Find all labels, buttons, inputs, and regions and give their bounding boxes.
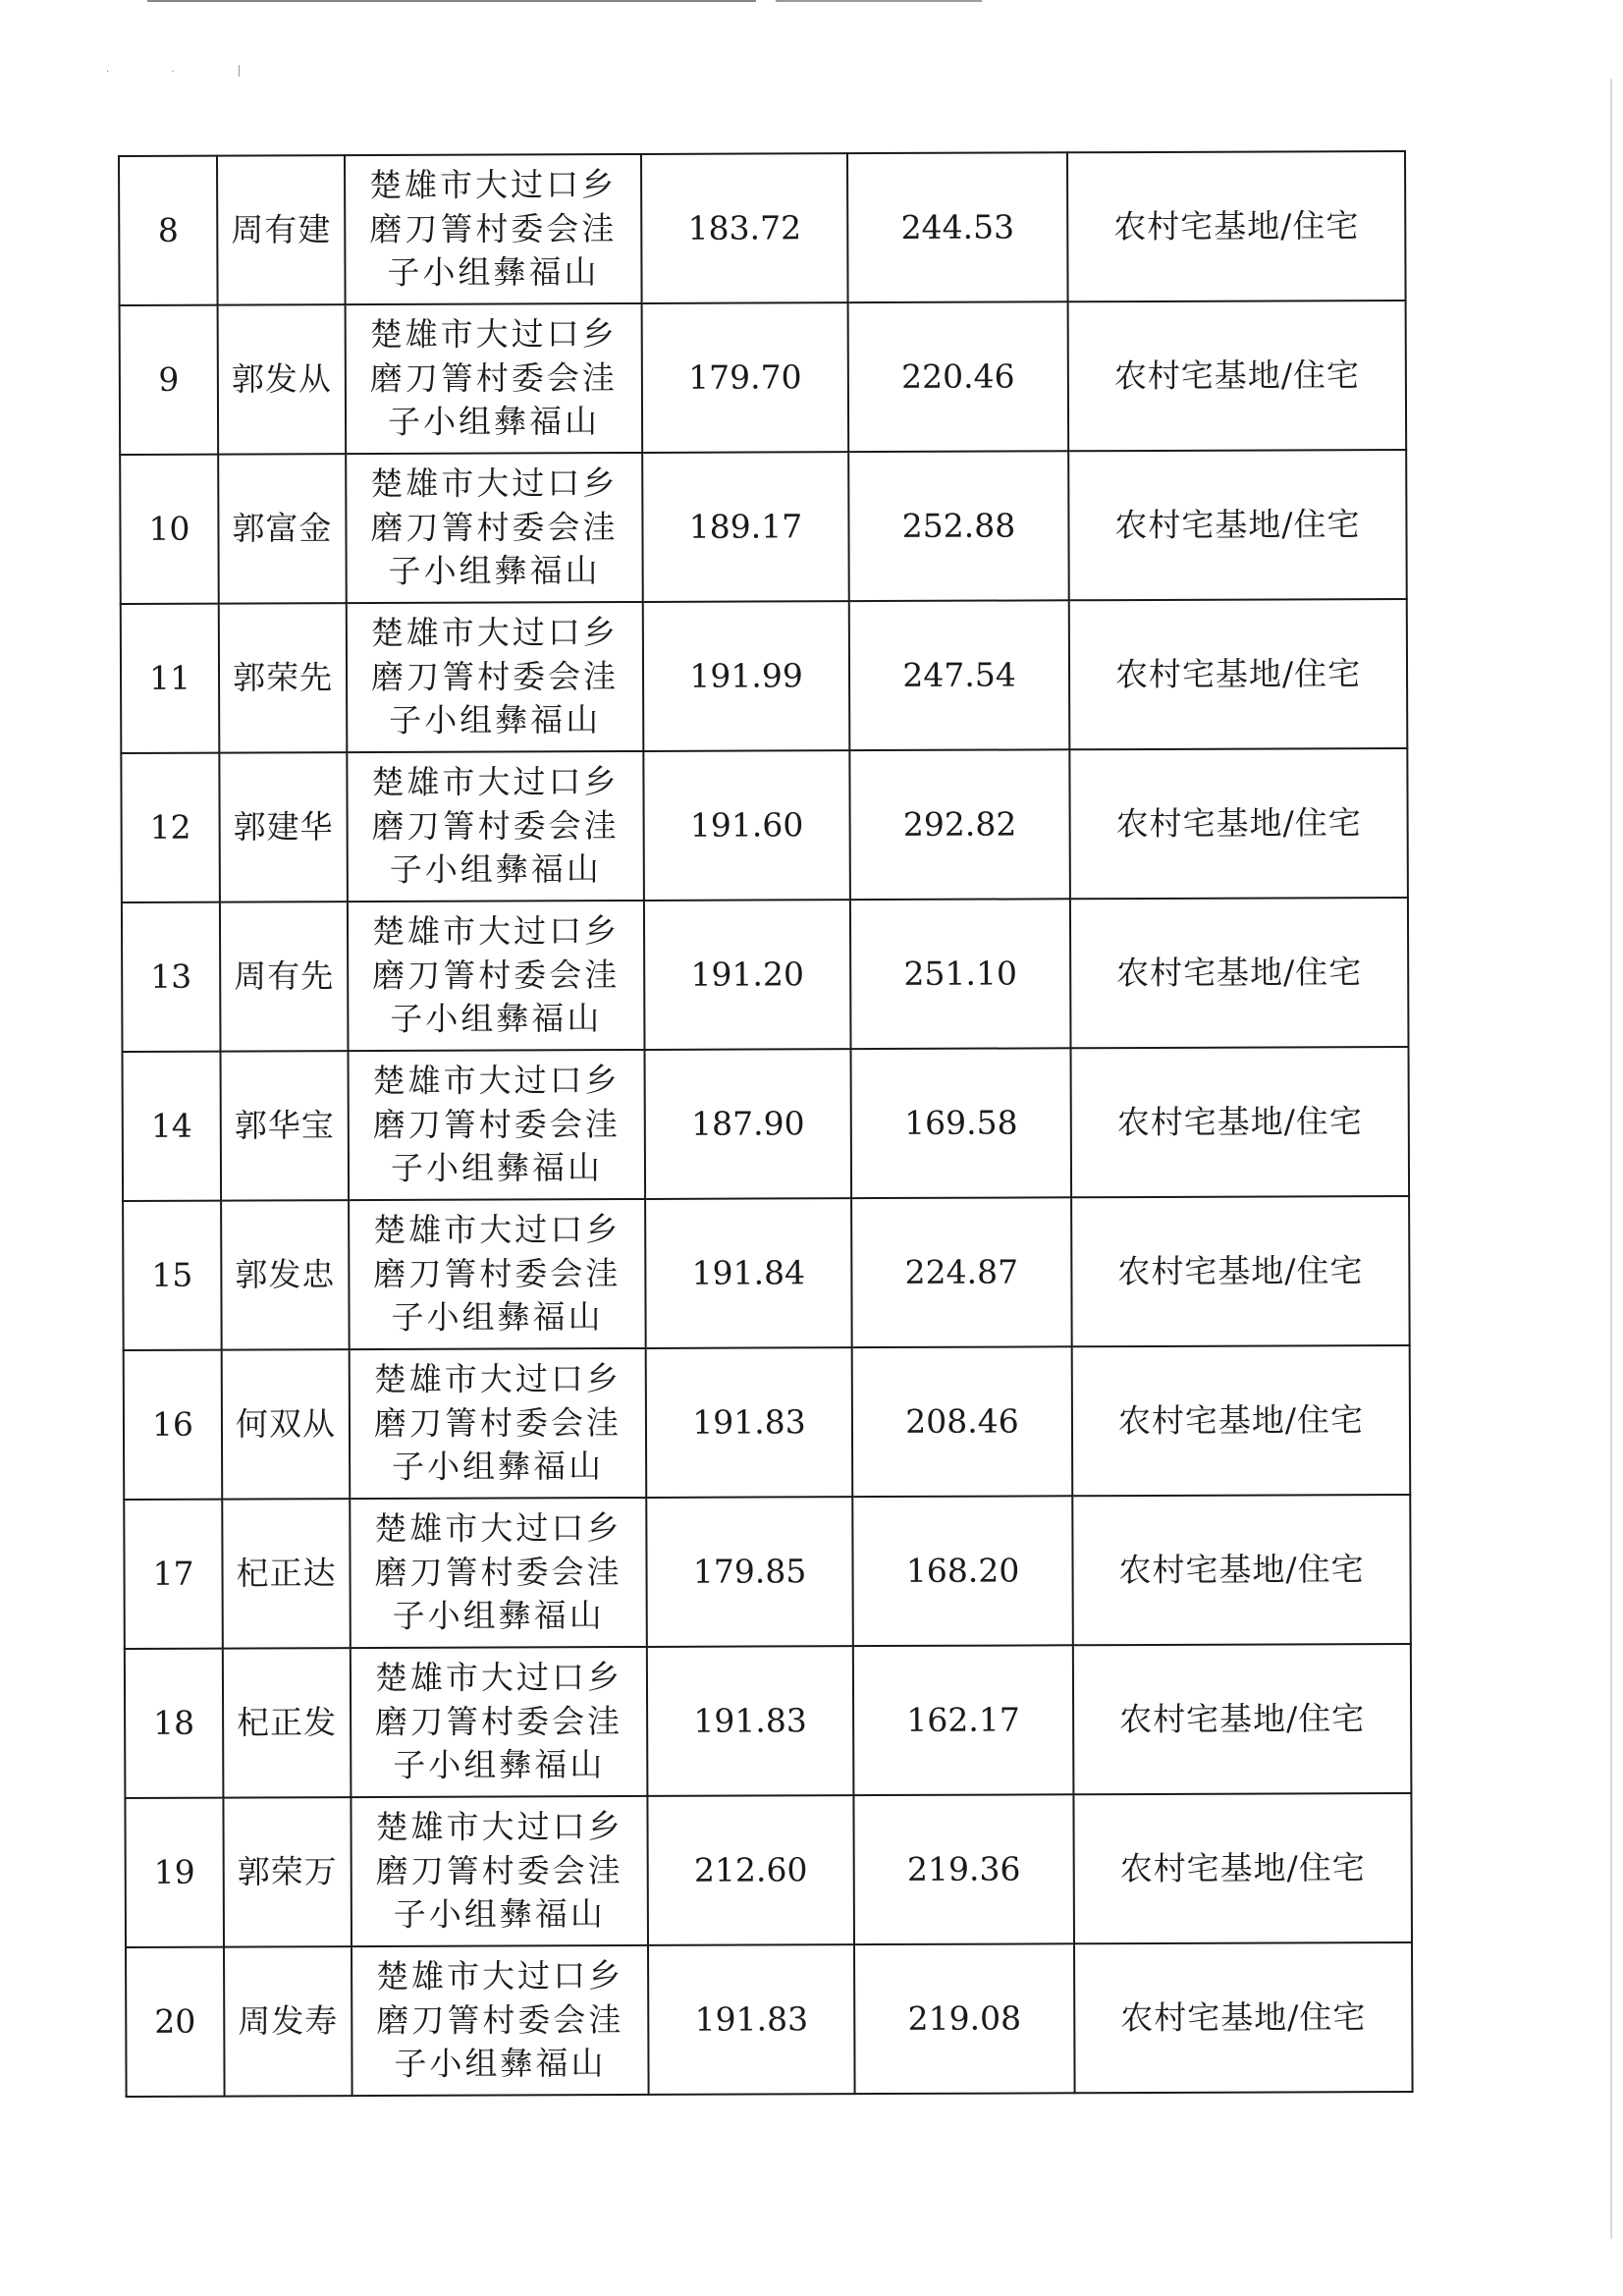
table-row <box>126 1942 1413 2097</box>
building-area-cell: 252.88 <box>848 451 1069 601</box>
land-area-cell: 212.60 <box>647 1795 854 1945</box>
location-line: 磨刀箐村委会洼 <box>370 656 620 696</box>
table-row <box>120 301 1407 455</box>
location-line: 磨刀箐村委会洼 <box>375 1850 623 1890</box>
location-line: 子小组彝福山 <box>387 252 600 293</box>
land-use-cell: 农村宅基地/住宅 <box>1069 599 1408 749</box>
scan-edge-right <box>1610 79 1612 2239</box>
owner-name-cell: 郭建华 <box>219 752 348 902</box>
location-line: 楚雄市大过口乡 <box>371 761 620 801</box>
row-number-cell: 10 <box>120 455 219 604</box>
owner-name-cell: 郭富金 <box>218 454 347 603</box>
building-area-cell: 219.36 <box>853 1794 1074 1944</box>
row-number-cell: 15 <box>123 1201 222 1350</box>
row-number-cell: 20 <box>126 1947 225 2097</box>
location-line: 楚雄市大过口乡 <box>374 1657 623 1697</box>
location-cell <box>348 901 645 1051</box>
land-area-cell: 191.83 <box>647 1646 854 1796</box>
row-number-cell: 13 <box>122 902 221 1052</box>
land-use-cell: 农村宅基地/住宅 <box>1072 1495 1411 1645</box>
land-area-cell: 179.70 <box>642 302 849 453</box>
land-use-cell: 农村宅基地/住宅 <box>1067 151 1406 301</box>
row-number-cell: 19 <box>125 1798 224 1947</box>
owner-name-cell: 何双从 <box>222 1349 351 1499</box>
building-area-cell: 219.08 <box>854 1943 1075 2094</box>
location-cell <box>351 1647 648 1797</box>
table-row <box>123 1047 1410 1201</box>
land-area-cell: 191.99 <box>643 601 850 751</box>
land-use-cell: 农村宅基地/住宅 <box>1070 1047 1409 1197</box>
location-cell <box>351 1796 648 1946</box>
row-number-cell: 18 <box>125 1649 224 1798</box>
owner-name-cell: 郭发忠 <box>221 1200 350 1349</box>
location-line: 楚雄市大过口乡 <box>370 463 619 503</box>
owner-name-cell: 郭发从 <box>218 304 347 454</box>
location-line: 楚雄市大过口乡 <box>374 1507 622 1548</box>
location-line: 子小组彝福山 <box>390 999 603 1039</box>
table-row <box>122 898 1409 1052</box>
building-area-cell: 251.10 <box>850 899 1071 1049</box>
location-cell <box>350 1348 647 1499</box>
location-cell <box>349 1199 646 1349</box>
owner-name-cell: 郭荣万 <box>223 1797 352 1946</box>
owner-name-cell: 周发寿 <box>224 1946 352 2096</box>
owner-name-cell: 周有建 <box>217 155 346 304</box>
location-line: 子小组彝福山 <box>392 1447 605 1487</box>
land-area-cell: 191.84 <box>645 1198 852 1348</box>
land-area-cell: 187.90 <box>645 1049 852 1199</box>
land-area-cell: 183.72 <box>641 153 848 303</box>
location-line: 磨刀箐村委会洼 <box>372 1104 621 1144</box>
table-row <box>125 1644 1412 1798</box>
location-cell <box>346 453 643 603</box>
scan-specks: · · ׀ <box>106 67 272 78</box>
land-use-cell: 农村宅基地/住宅 <box>1073 1793 1412 1943</box>
land-area-cell: 191.83 <box>646 1347 853 1498</box>
land-use-cell: 农村宅基地/住宅 <box>1073 1644 1412 1794</box>
scan-edge-top-right <box>776 0 982 2</box>
location-line: 子小组彝福山 <box>393 1894 606 1935</box>
scan-edge-top-left <box>147 0 756 2</box>
location-line: 楚雄市大过口乡 <box>371 910 621 951</box>
location-line: 楚雄市大过口乡 <box>373 1209 622 1249</box>
row-number-cell: 14 <box>123 1052 222 1201</box>
owner-name-cell: 郭华宝 <box>221 1051 350 1200</box>
land-use-cell: 农村宅基地/住宅 <box>1071 1196 1410 1346</box>
location-line: 子小组彝福山 <box>389 849 602 890</box>
table-row <box>123 1196 1410 1350</box>
location-line: 磨刀箐村委会洼 <box>370 507 619 547</box>
land-area-cell: 189.17 <box>642 452 849 602</box>
location-line: 楚雄市大过口乡 <box>369 313 618 354</box>
table-row <box>120 450 1407 604</box>
location-cell <box>347 751 644 902</box>
row-number-cell: 8 <box>119 156 218 305</box>
location-line: 子小组彝福山 <box>393 1745 606 1785</box>
location-line: 磨刀箐村委会洼 <box>369 357 618 398</box>
land-use-cell: 农村宅基地/住宅 <box>1074 1942 1413 2093</box>
location-line: 楚雄市大过口乡 <box>375 1806 623 1846</box>
building-area-cell: 168.20 <box>852 1496 1073 1646</box>
land-use-cell: 农村宅基地/住宅 <box>1069 748 1408 899</box>
location-line: 磨刀箐村委会洼 <box>374 1552 622 1592</box>
land-use-cell: 农村宅基地/住宅 <box>1070 898 1409 1048</box>
location-cell <box>349 1050 646 1200</box>
location-line: 子小组彝福山 <box>394 2044 607 2084</box>
row-number-cell: 11 <box>121 604 220 753</box>
location-line: 楚雄市大过口乡 <box>369 164 618 204</box>
land-area-cell: 191.20 <box>644 900 851 1050</box>
land-area-cell: 191.83 <box>648 1944 855 2095</box>
location-line: 磨刀箐村委会洼 <box>373 1253 622 1293</box>
location-line: 楚雄市大过口乡 <box>373 1358 622 1398</box>
table-body <box>119 151 1413 2097</box>
location-line: 磨刀箐村委会洼 <box>373 1402 622 1443</box>
location-line: 子小组彝福山 <box>390 1148 604 1188</box>
building-area-cell: 244.53 <box>847 152 1068 302</box>
owner-name-cell: 郭荣先 <box>219 603 348 752</box>
land-area-cell: 191.60 <box>643 750 850 901</box>
table-row <box>125 1793 1412 1947</box>
location-line: 子小组彝福山 <box>389 700 602 740</box>
homestead-registry-table <box>118 150 1414 2098</box>
row-number-cell: 9 <box>120 305 219 455</box>
location-line: 楚雄市大过口乡 <box>372 1060 621 1100</box>
owner-name-cell: 杞正发 <box>223 1648 352 1797</box>
location-line: 磨刀箐村委会洼 <box>375 1701 623 1741</box>
building-area-cell: 162.17 <box>853 1645 1074 1795</box>
location-line: 子小组彝福山 <box>387 402 601 442</box>
table-row <box>121 599 1408 753</box>
location-line: 子小组彝福山 <box>388 551 601 591</box>
table-row <box>124 1345 1411 1500</box>
row-number-cell: 17 <box>124 1500 223 1649</box>
location-line: 楚雄市大过口乡 <box>376 1955 624 1995</box>
building-area-cell: 292.82 <box>849 749 1070 900</box>
location-cell <box>352 1945 649 2096</box>
building-area-cell: 208.46 <box>852 1346 1073 1497</box>
location-line: 磨刀箐村委会洼 <box>372 955 621 995</box>
owner-name-cell: 杞正达 <box>222 1499 351 1648</box>
location-line: 子小组彝福山 <box>391 1297 604 1338</box>
location-cell <box>347 602 644 752</box>
building-area-cell: 220.46 <box>848 301 1069 452</box>
row-number-cell: 12 <box>121 753 220 902</box>
location-line: 磨刀箐村委会洼 <box>369 208 618 248</box>
building-area-cell: 169.58 <box>851 1048 1072 1198</box>
location-line: 磨刀箐村委会洼 <box>376 1999 624 2040</box>
table-row <box>121 748 1408 902</box>
land-use-cell: 农村宅基地/住宅 <box>1068 450 1407 600</box>
owner-name-cell: 周有先 <box>220 902 349 1051</box>
building-area-cell: 224.87 <box>851 1197 1072 1347</box>
land-use-cell: 农村宅基地/住宅 <box>1072 1345 1411 1496</box>
building-area-cell: 247.54 <box>849 600 1070 750</box>
location-line: 磨刀箐村委会洼 <box>371 805 620 846</box>
location-cell <box>345 154 642 304</box>
location-cell <box>350 1498 647 1648</box>
location-cell <box>346 303 643 454</box>
table-row <box>119 151 1406 305</box>
row-number-cell: 16 <box>124 1350 223 1500</box>
land-use-cell: 农村宅基地/住宅 <box>1068 301 1407 451</box>
location-line: 楚雄市大过口乡 <box>370 612 619 652</box>
location-line: 子小组彝福山 <box>392 1596 605 1636</box>
land-area-cell: 179.85 <box>646 1497 853 1647</box>
table-row <box>124 1495 1411 1649</box>
